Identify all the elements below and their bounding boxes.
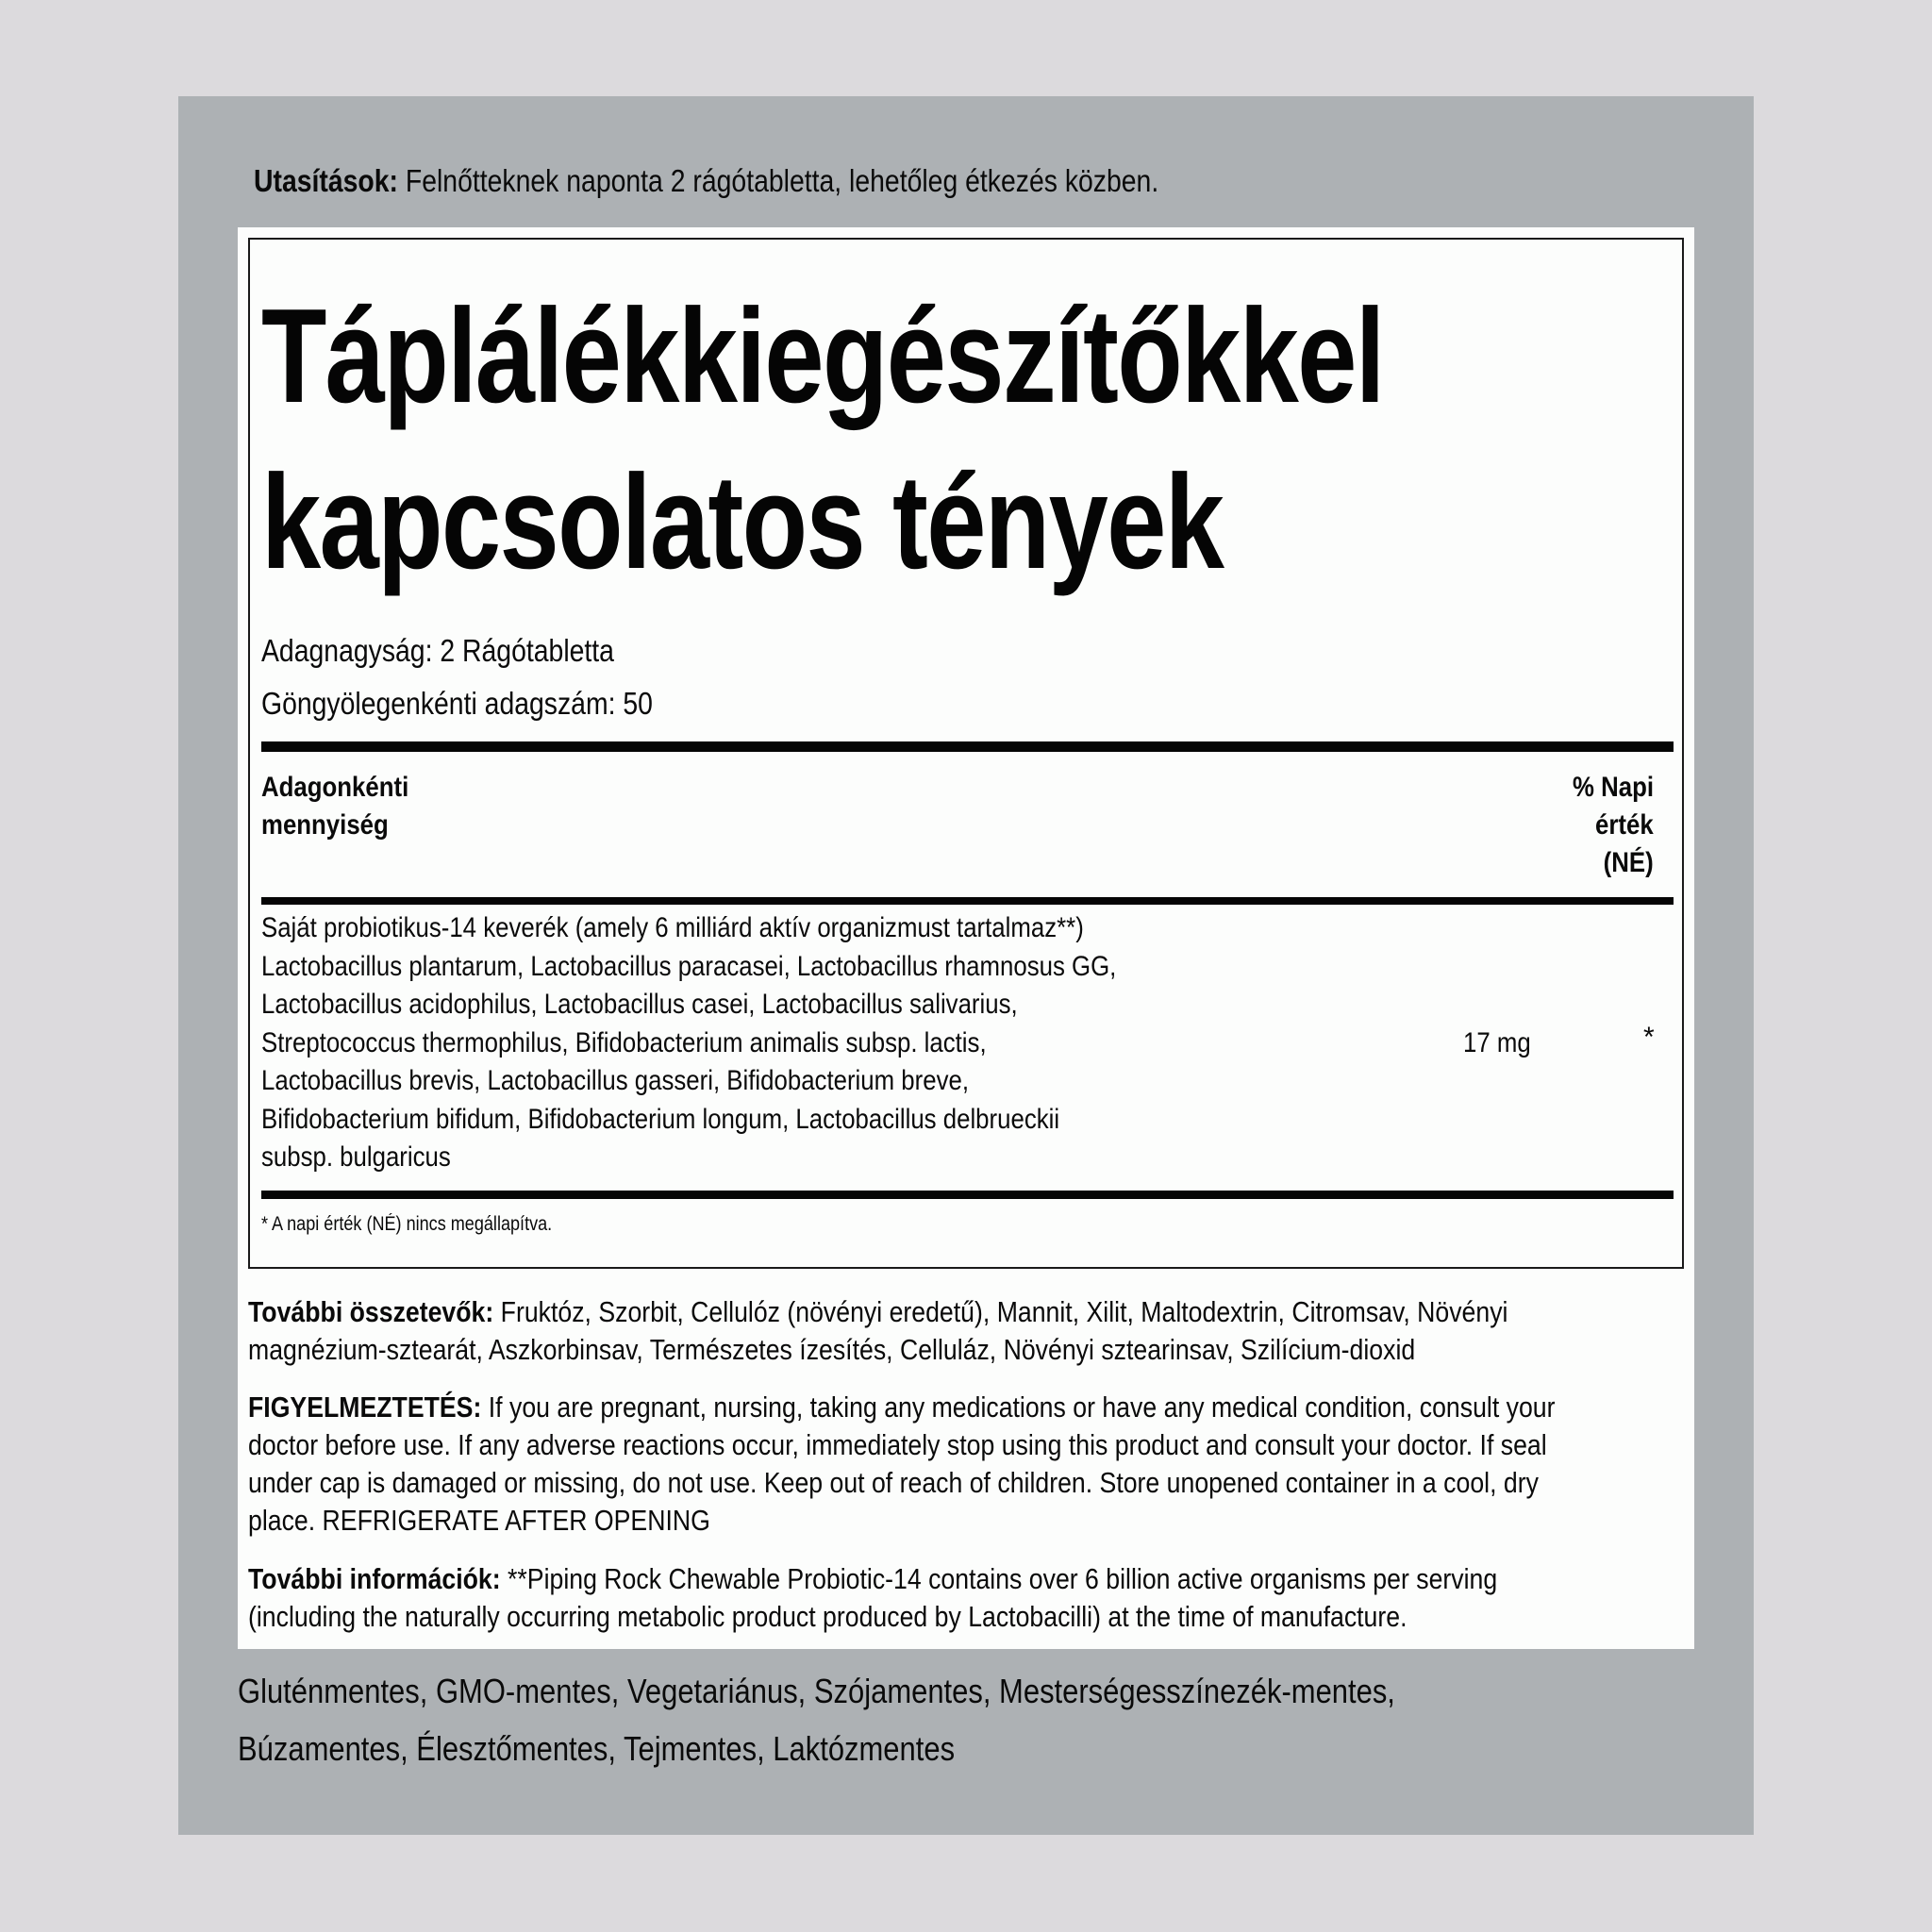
supplement-facts-box xyxy=(248,238,1684,1269)
facts-title xyxy=(261,274,1384,606)
warning-label: FIGYELMEZTETÉS: xyxy=(248,1391,482,1424)
thick-divider xyxy=(261,741,1674,752)
daily-value-header: % Napi érték (NÉ) xyxy=(1572,772,1654,878)
additional-info-label: További információk: xyxy=(248,1562,501,1595)
daily-value-footnote: * A napi érték (NÉ) nincs megállapítva. xyxy=(261,1213,553,1235)
directions-text: Felnőtteknek naponta 2 rágótabletta, lehetőleg étkezés közben. xyxy=(405,163,1159,198)
warning: FIGYELMEZTETÉS: If you are pregnant, nursing, taking any medications or have any medical condition, consult your doctor before use. If any adverse reactions occur, immediately stop using this product and consult your doctor. If seal under cap is damaged or missing, do not use. Keep out of reach of children. Store unopened container in a cool, dry place. REFRIGERATE AFTER OPENING xyxy=(248,1391,1556,1537)
ingredient-row-name: Saját probiotikus-14 keverék (amely 6 milliárd aktív organizmust tartalmaz**) Lactobacillus plantarum, Lactobacillus paracasei, Lactobacillus rhamnosus GG, Lactobacillus acidophilus, Lactobacillus casei, Lactobacillus salivarius, Streptococcus thermophilus, Bifidobacterium animalis subsp. lactis, Lactobacillus brevis, Lactobacillus gasseri, Bifidobacterium breve, Bifidobacterium bifidum, Bifidobacterium longum, Lactobacillus delbrueckii subsp. bulgaricus xyxy=(261,912,1117,1173)
amount-per-serving-header: Adagonkénti mennyiség xyxy=(261,772,409,841)
other-ingredients-label: További összetevők: xyxy=(248,1295,494,1328)
header-divider xyxy=(261,897,1674,905)
serving-size: Adagnagyság: 2 Rágótabletta xyxy=(261,633,614,668)
additional-info: További információk: **Piping Rock Chewable Probiotic-14 contains over 6 billion active organisms per serving (including the naturally occurring metabolic product produced by Lactobacilli) at the time of manufacture. xyxy=(248,1562,1498,1633)
directions-label: Utasítások: xyxy=(254,163,398,198)
other-ingredients: További összetevők: Fruktóz, Szorbit, Cellulóz (növényi eredetű), Mannit, Xilit, Maltodextrin, Citromsav, Növényi magnézium-sztearát, Aszkorbinsav, Természetes ízesítés, Celluláz, Növényi sztearinsav, Szilícium-dioxid xyxy=(248,1295,1508,1366)
free-from-claims: Gluténmentes, GMO-mentes, Vegetariánus, Szójamentes, Mesterségesszínezék-mentes, Búzamentes, Élesztőmentes, Tejmentes, Laktózmentes xyxy=(238,1672,1395,1768)
bottom-divider xyxy=(261,1191,1674,1199)
ingredient-amount: 17 mg xyxy=(1463,1027,1531,1058)
facts-title-line2: kapcsolatos tények xyxy=(261,447,1224,597)
facts-title-line1: Táplálékkiegészítőkkel xyxy=(261,281,1384,431)
ingredient-daily-value: * xyxy=(1643,1022,1655,1053)
servings-per-container: Göngyölegenkénti adagszám: 50 xyxy=(261,686,653,721)
directions xyxy=(254,162,1306,200)
